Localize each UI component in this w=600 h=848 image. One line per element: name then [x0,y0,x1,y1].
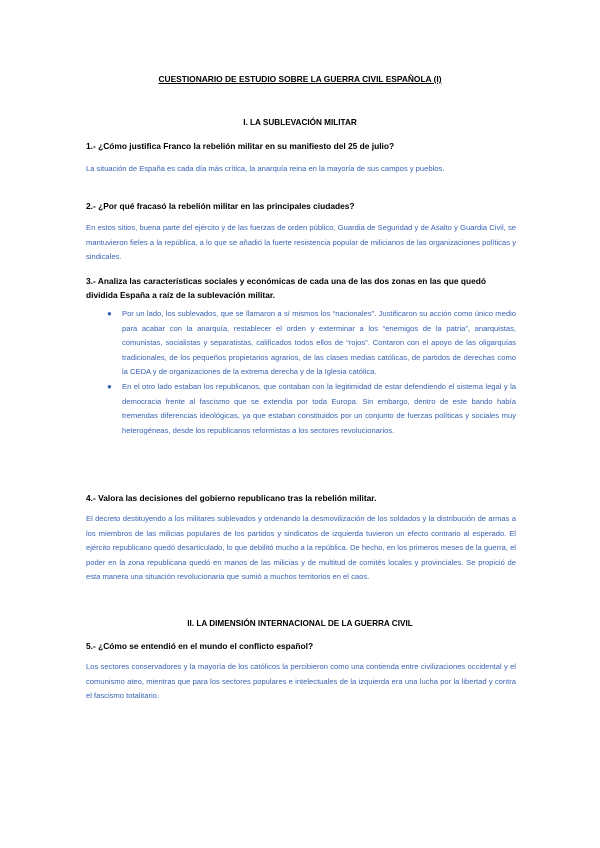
question-5: 5.- ¿Cómo se entendió en el mundo el conflicto español? [86,641,314,651]
answer-2: En estos sitios, buena parte del ejército y de las fuerzas de orden público, Guardia de Seguridad y de Asalto y Guardia Civil, se mantuvieron fieles a la república, a lo que se añadió la fuerte resistencia popular de milicianos de las organizaciones políticas y sindicales. [86,223,516,262]
answer-5: Los sectores conservadores y la mayoría de los católicos la percibieron como una contienda entre civilizaciones occidental y el comunismo ateo, mientras que para los sectores populares e intelectuales de la izquierda era una lucha por la libertad y contra el fascismo totalitario. [86,662,516,701]
question-1: 1.- ¿Cómo justifica Franco la rebelión militar en su manifiesto del 25 de julio? [86,141,395,151]
bullet-list [86,307,516,438]
answer-1: La situación de España es cada día más crítica, la anarquía reina en la mayoría de sus campos y pueblos. [86,164,445,173]
question-3: 3.- Analiza las características sociales y económicas de cada una de las dos zonas en las que quedó dividida España a raíz de la sublevación militar. [86,276,486,300]
section-title-sublevacion: I. LA SUBLEVACIÓN MILITAR [243,118,357,127]
list-item [86,380,516,438]
list-item [86,307,516,380]
section-title-internacional: II. LA DIMENSIÓN INTERNACIONAL DE LA GUERRA CIVIL [187,619,413,628]
list-item-text: Por un lado, los sublevados, que se llamaron a sí mismos los “nacionales”. Justificaron su acción como único medio para acabar con la anarquía, restablecer el orden y exterminar a los “enemigos de la patria”, anarquistas, comunistas, socialistas y separatistas, calificados todos ellos de “rojos”. Contaron con el apoyo de las oligarquías tradicionales, de los pequeños propietarios agrarios, de las clases medias católicas, de partidos de derechas como la CEDA y de organizaciones de la extrema derecha y de la Iglesia católica. [122,309,516,377]
list-item-text: En el otro lado estaban los republicanos, que contaban con la legitimidad de estar defendiendo el sistema legal y la democracia frente al fascismo que se extendía por toda Europa. Sin embargo, dentro de este bando había tremendas diferencias ideológicas, ya que estaban constituidos por un conjunto de fuerzas políticas y sociales muy heterogéneas, desde los republicanos reformistas a los sectores revolucionarios. [122,381,516,435]
answer-4: El decreto destituyendo a los militares sublevados y ordenando la desmovilización de los soldados y la distribución de armas a los miembros de las milicias populares de los partidos y sindicatos de izquierda tuvieron un efecto contrario al esperado. El ejército republicano quedó desarticulado, lo que debilitó mucho a la república. De hecho, en los primeros meses de la guerra, el poder en la zona republicana quedó en manos de las milicias y de multitud de comités locales y provinciales. Se propició de esta manera una situación revolucionaria que sumió a muchos territorios en el caos. [86,514,516,582]
question-2: 2.- ¿Por qué fracasó la rebelión militar en las principales ciudades? [86,201,355,211]
bullet-icon: ● [107,309,112,318]
bullet-icon: ● [107,381,112,391]
document-title: CUESTIONARIO DE ESTUDIO SOBRE LA GUERRA CIVIL ESPAÑOLA (I) [158,74,442,84]
question-4: 4.- Valora las decisiones del gobierno republicano tras la rebelión militar. [86,493,377,503]
